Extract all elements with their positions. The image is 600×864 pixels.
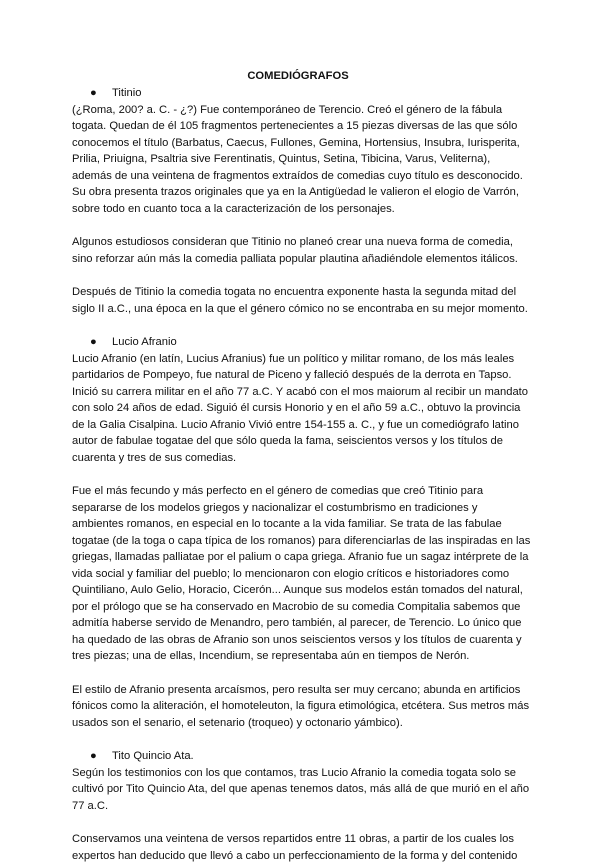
- paragraph: [72, 102, 524, 218]
- text-line: griegas, llamadas palliatae por el palium o capa griega. Afranio fue un sagaz intérprete de la: [72, 549, 524, 566]
- text-line: togatae (de la toga o capa típica de los romanos) para diferenciarlas de las inspiradas en las: [72, 533, 524, 550]
- text-line: usados son el senario, el setenario (troqueo) y octonario yámbico).: [72, 715, 524, 732]
- page-title: COMEDIÓGRAFOS: [72, 68, 524, 85]
- list-item-ata: [72, 748, 524, 765]
- bullet-icon: ●: [90, 334, 97, 351]
- document-page: [72, 68, 524, 864]
- text-line: cuarenta y tres de sus comedias.: [72, 450, 524, 467]
- text-line: cultivó por Tito Quincio Ata, del que apenas tenemos datos, más allá de que murió en el año: [72, 781, 524, 798]
- text-line: autor de fabulae togatae del que sólo queda la fama, seiscientos versos y los títulos de: [72, 433, 524, 450]
- text-line: Quintiliano, Aulo Gelio, Horacio, Cicerón... Aunque sus modelos están tomados del natural,: [72, 582, 524, 599]
- text-line: Fue el más fecundo y más perfecto en el género de comedias que creó Titinio para: [72, 483, 524, 500]
- text-line: 77 a.C.: [72, 798, 524, 815]
- bullet-label: Lucio Afranio: [112, 334, 177, 351]
- text-line: además de una veintena de fragmentos extraídos de comedias cuyo título es desconocido.: [72, 168, 524, 185]
- bullet-icon: ●: [90, 748, 97, 765]
- text-line: ambientes romanos, en especial en lo tocante a la vida familiar. Se trata de las fabulae: [72, 516, 524, 533]
- text-line: sobre todo en cuanto toca a la caracterización de los personajes.: [72, 201, 524, 218]
- bullet-icon: ●: [90, 85, 97, 102]
- text-line: fónicos como la aliteración, el homoteleuton, la figura etimológica, etcétera. Sus metros más: [72, 698, 524, 715]
- paragraph: [72, 234, 524, 267]
- text-line: vida social y familiar del pueblo; lo mencionaron con elogio críticos e historiadores como: [72, 566, 524, 583]
- text-line: partidarios de Pompeyo, fue natural de Piceno y falleció después de la derrota en Tapso.: [72, 367, 524, 384]
- list-item-afranio: [72, 334, 524, 351]
- text-line: tres piezas; una de ellas, Incendium, se representaba aún en tiempos de Nerón.: [72, 648, 524, 665]
- paragraph: [72, 765, 524, 815]
- text-line: Algunos estudiosos consideran que Titinio no planeó crear una nueva forma de comedia,: [72, 234, 524, 251]
- text-line: separarse de los modelos griegos y nacionalizar el costumbrismo en tradiciones y: [72, 500, 524, 517]
- text-line: Lucio Afranio (en latín, Lucius Afranius) fue un político y militar romano, de los más leales: [72, 351, 524, 368]
- paragraph: [72, 483, 524, 665]
- text-line: sino reforzar aún más la comedia palliata popular plautina añadiéndole elementos itálicos.: [72, 251, 524, 268]
- bullet-label: Tito Quincio Ata.: [112, 748, 194, 765]
- text-line: Prilia, Priuigna, Psaltria sive Ferentinatis, Quintus, Setina, Tibicina, Varus, Veliterna),: [72, 151, 524, 168]
- text-line: Conservamos una veintena de versos repartidos entre 11 obras, a partir de los cuales los: [72, 831, 524, 848]
- paragraph: [72, 682, 524, 732]
- text-line: expertos han deducido que llevó a cabo un perfeccionamiento de la forma y del contenido: [72, 848, 524, 864]
- text-line: Según los testimonios con los que contamos, tras Lucio Afranio la comedia togata solo se: [72, 765, 524, 782]
- text-line: siglo II a.C., una época en la que el género cómico no se encontraba en su mejor momento.: [72, 301, 524, 318]
- text-line: togata. Quedan de él 105 fragmentos pertenecientes a 15 piezas diversas de las que sólo: [72, 118, 524, 135]
- text-line: El estilo de Afranio presenta arcaísmos, pero resulta ser muy cercano; abunda en artificios: [72, 682, 524, 699]
- text-line: de la Galia Cisalpina. Lucio Afranio Vivió entre 154-155 a. C., y fue un comediógrafo latino: [72, 417, 524, 434]
- text-line: ha quedado de las obras de Afranio son unos seiscientos versos y los títulos de cuarenta y: [72, 632, 524, 649]
- text-line: por el prólogo que se ha conservado en Macrobio de su comedia Compitalia sabemos que: [72, 599, 524, 616]
- list-item-titinio: [72, 85, 524, 102]
- text-line: Inició su carrera militar en el año 77 a.C. Y acabó con el mos maiorum al recibir un mandato: [72, 384, 524, 401]
- text-line: Después de Titinio la comedia togata no encuentra exponente hasta la segunda mitad del: [72, 284, 524, 301]
- text-line: admitía haberse servido de Menandro, pero también, al parecer, de Terencio. Lo único que: [72, 615, 524, 632]
- text-line: (¿Roma, 200? a. C. - ¿?) Fue contemporáneo de Terencio. Creó el género de la fábula: [72, 102, 524, 119]
- text-line: Su obra presenta trazos originales que ya en la Antigüedad le valieron el elogio de Varrón,: [72, 184, 524, 201]
- text-line: con solo 24 años de edad. Siguió él cursis Honorio y en el año 59 a.C., obtuvo la provincia: [72, 400, 524, 417]
- bullet-label: Titinio: [112, 85, 141, 102]
- paragraph: [72, 284, 524, 317]
- text-line: conocemos el título (Barbatus, Caecus, Fullones, Gemina, Hortensius, Insubra, Iurisperita,: [72, 135, 524, 152]
- paragraph: [72, 351, 524, 467]
